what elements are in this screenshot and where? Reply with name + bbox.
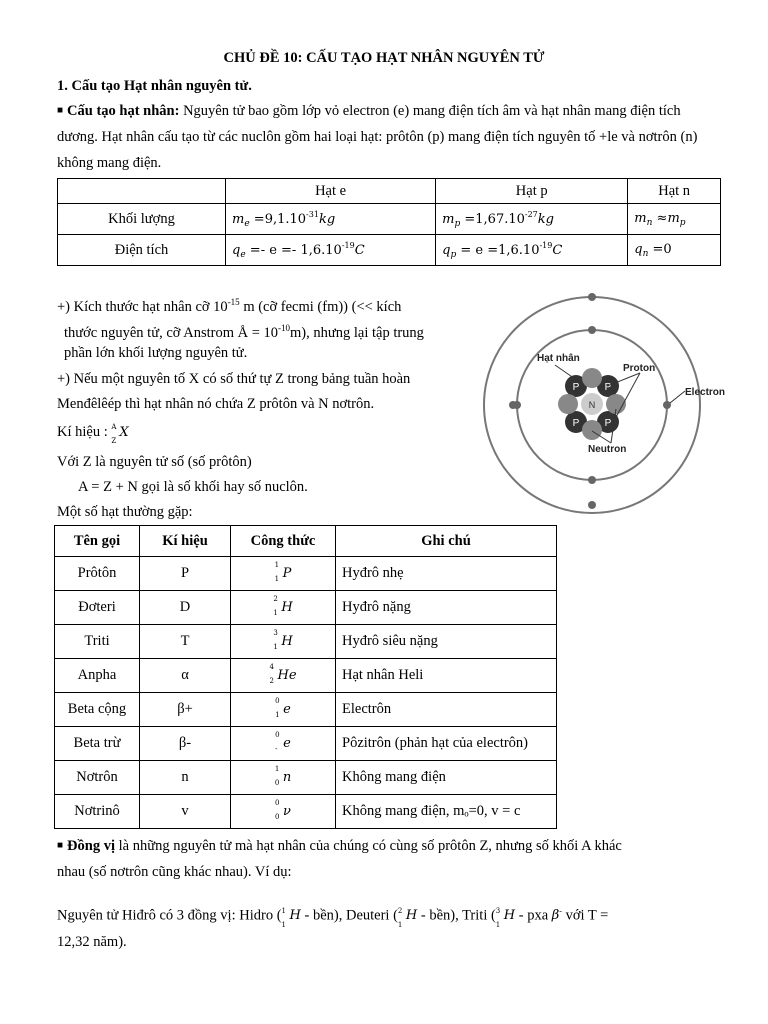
table-row [55, 625, 557, 659]
section-heading: 1. Cấu tạo Hạt nhân nguyên tử. [57, 78, 252, 94]
cell-formula: 1 0 n [231, 761, 336, 795]
label-neutron: Neutron [588, 444, 627, 455]
isotope-example: Nguyên tử Hiđrô có 3 đồng vị: Hidro ( 1 1 H - bền), Deuteri ( 2 1 H - bền), Triti ( 3 1 H - pxa β- với T = 12,32 năm). [57, 907, 609, 951]
a-definition: A = Z + N gọi là số khối hay số nuclôn. [78, 479, 308, 495]
table-header-cell: Công thức [231, 526, 336, 557]
table-row [55, 693, 557, 727]
svg-text:P: P [572, 382, 580, 393]
cell-name: Đơteri [55, 591, 140, 625]
cell-note: Hyđrô nặng [336, 591, 557, 625]
table-row [55, 795, 557, 829]
svg-text:P: P [572, 418, 580, 429]
charge-p-cell: $q_p = e =1,6.10^{-19}C$ [436, 235, 628, 266]
cell-symbol: α [140, 659, 231, 693]
row-label: Điện tích [58, 235, 226, 266]
nucleus [558, 368, 626, 440]
cell-note: Hyđrô nhẹ [336, 557, 557, 591]
common-particles-table [54, 525, 557, 829]
svg-text:N: N [588, 400, 596, 410]
cell-formula: 1 1 P [231, 557, 336, 591]
cell-name: Beta trừ [55, 727, 140, 761]
label-electron: Electron [685, 387, 726, 398]
cell-note: Pôzitrôn (phản hạt của electrôn) [336, 727, 557, 761]
charge-e-cell: $q_e =- e =- 1,6.10^{-19}C$ [226, 235, 436, 266]
cell-symbol: β+ [140, 693, 231, 727]
cell-formula: 4 2 He [231, 659, 336, 693]
charge-n-cell: $q_n =0$ [628, 235, 721, 266]
mass-e-cell: $m_e =9,1.10^{-31}kg$ [226, 204, 436, 235]
row-label: Khối lượng [58, 204, 226, 235]
cell-symbol: v [140, 795, 231, 829]
table-header-cell: Kí hiệu [140, 526, 231, 557]
label-proton: Proton [623, 363, 656, 374]
table-header-cell: Hạt n [628, 179, 721, 204]
size-line-2: thước nguyên tử, cỡ Anstrom Å = $10^{-10}m$), nhưng lại tập trung [64, 323, 424, 341]
symbol-line: Kí hiệu : A Z X [57, 423, 129, 445]
page-title: CHỦ ĐỀ 10: CẤU TẠO HẠT NHÂN NGUYÊN TỬ [223, 50, 545, 66]
cell-symbol: D [140, 591, 231, 625]
atom-diagram [480, 293, 738, 517]
table-header-cell [58, 179, 226, 204]
svg-text:P: P [604, 418, 612, 429]
element-line-2: Menđêlêép thì hạt nhân nó chứa Z prôtôn và N nơtrôn. [57, 396, 375, 412]
table-header-cell: Hạt e [226, 179, 436, 204]
size-line-3: phần lớn khối lượng nguyên tử. [64, 345, 248, 361]
svg-text:P: P [604, 382, 612, 393]
label-nucleus: Hạt nhân [537, 353, 580, 364]
nucleus-structure-paragraph [57, 98, 717, 176]
table-row [55, 557, 557, 591]
common-particles-label: Một số hạt thường gặp: [57, 504, 193, 520]
cell-name: Beta cộng [55, 693, 140, 727]
cell-formula: 3 1 H [231, 625, 336, 659]
cell-symbol: n [140, 761, 231, 795]
table-row [55, 591, 557, 625]
table-row [55, 659, 557, 693]
cell-note: Không mang điện, mₒ=0, v = c [336, 795, 557, 829]
cell-note: Electrôn [336, 693, 557, 727]
cell-formula: 0 1 e [231, 693, 336, 727]
cell-name: Prôtôn [55, 557, 140, 591]
bullet-icon: ■ [57, 840, 64, 851]
table-header-cell: Ghi chú [336, 526, 557, 557]
cell-formula: 0 - e [231, 727, 336, 761]
mass-n-cell: $m_n \approx m_p$ [628, 204, 721, 235]
paragraph-text: Nguyên tử bao gồm lớp vỏ electron (e) mang điện tích âm và hạt nhân mang điện tích dương. Hạt nhân cấu tạo từ các nuclôn gồm hai loại hạt: prôtôn (p) mang điện tích nguyên tố +le và nơtrôn (n) không mang điện. [57, 103, 698, 171]
table-header-cell: Tên gọi [55, 526, 140, 557]
element-line-1: +) Nếu một nguyên tố X có số thứ tự Z trong bảng tuần hoàn [57, 371, 411, 387]
cell-note: Hyđrô siêu nặng [336, 625, 557, 659]
cell-symbol: P [140, 557, 231, 591]
cell-symbol: β- [140, 727, 231, 761]
z-definition: Với Z là nguyên tử số (số prôtôn) [57, 454, 252, 470]
cell-name: Anpha [55, 659, 140, 693]
size-line-1: +) Kích thước hạt nhân cỡ $10^{-15}$ m (cỡ fecmi (fm)) (<< kích [57, 297, 402, 315]
cell-name: Triti [55, 625, 140, 659]
bullet-icon: ■ [57, 105, 64, 116]
table-header-cell: Hạt p [436, 179, 628, 204]
table-row [55, 727, 557, 761]
bold-lead: Cấu tạo hạt nhân: [67, 103, 180, 119]
cell-note: Hạt nhân Heli [336, 659, 557, 693]
mass-p-cell: $m_p =1,67.10^{-27}kg$ [436, 204, 628, 235]
cell-formula: 2 1 H [231, 591, 336, 625]
cell-symbol: T [140, 625, 231, 659]
isotope-paragraph: ■ Đồng vị là những nguyên tử mà hạt nhân của chúng có cùng số prôtôn Z, nhưng số khối A khác nhau (số nơtrôn cũng khác nhau). Ví dụ: [57, 838, 622, 880]
cell-name: Nơtrinô [55, 795, 140, 829]
nuclide-symbol: A Z X [111, 423, 129, 445]
cell-name: Nơtrôn [55, 761, 140, 795]
table-row [55, 761, 557, 795]
cell-formula: 0 0 ν [231, 795, 336, 829]
particle-table [57, 178, 721, 266]
cell-note: Không mang điện [336, 761, 557, 795]
